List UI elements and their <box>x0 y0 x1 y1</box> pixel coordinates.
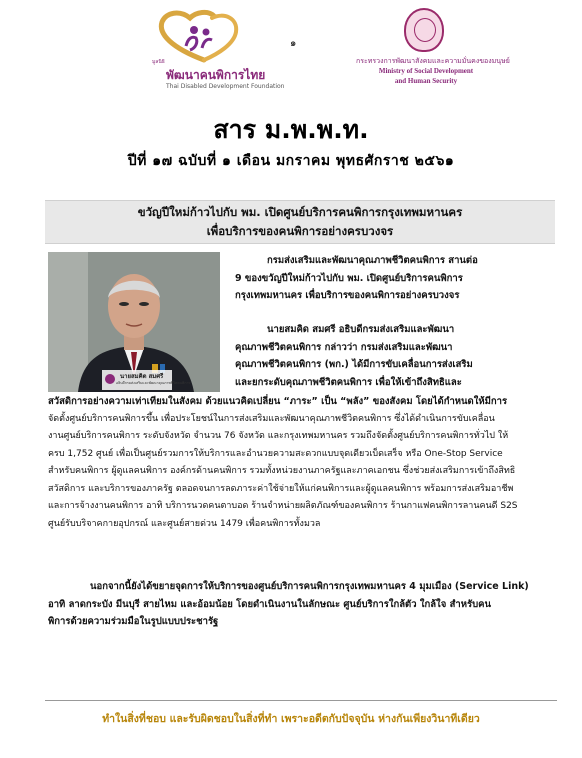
header-bullet: ๑ <box>290 38 297 49</box>
issue-line: ปีที่ ๑๗ ฉบับที่ ๑ เดือน มกราคม พุทธศักราช ๒๕๖๑ <box>127 153 455 169</box>
heart-logo-icon <box>152 8 252 66</box>
photo-caption-title: อธิบดีกรมส่งเสริมและพัฒนาคุณภาพชีวิตคนพิการ <box>116 381 191 385</box>
foundation-logo <box>148 8 285 100</box>
p2-full-line-2: จัดตั้งศูนย์บริการคนพิการขึ้น เพื่อประโยชน์ในการส่งเสริมและพัฒนาคุณภาพชีวิตคนพิการ ซึ่งได้ดำเนินการขับเคลื่อน <box>48 413 495 424</box>
footer-divider <box>45 700 557 701</box>
p2-full-line-7: และการจ้างงานคนพิการ อาทิ บริการนวดคนตาบอด ร้านจำหน่ายผลิตภัณฑ์ของคนพิการ ร้านกาแฟคนพิการลานคนดี S2S <box>48 501 518 511</box>
p2-full-line-6: สวัสดิการ และบริการของภาครัฐ ตลอดจนการลดภาระค่าใช้จ่ายให้แก่คนพิการและผู้ดูแลคนพิการ พร้อมการส่งเสริมอาชีพ <box>48 483 514 494</box>
p2-right-line-1: นายสมคิด สมศรี อธิบดีกรมส่งเสริมและพัฒนา <box>267 324 455 335</box>
paragraph-2-right <box>235 321 473 391</box>
p2-full-line-4: ครบ 1,752 ศูนย์ เพื่อเป็นศูนย์รวมการให้บริการและอำนวยความสะดวกแบบจุดเดียวเบ็ดเสร็จ หรือ One-Stop Service <box>48 448 503 459</box>
director-photo <box>48 252 220 392</box>
newsletter-title: สาร ม.พ.พ.ท. <box>213 115 369 144</box>
ministry-name-en-line1: Ministry of Social Development <box>378 67 474 75</box>
ministry-name-en <box>356 66 496 86</box>
p3-line-1: นอกจากนี้ยังได้ขยายจุดการให้บริการของศูนย์บริการคนพิการกรุงเทพมหานคร 4 มุมเมือง (Service Link) <box>90 581 529 592</box>
headline-box <box>45 200 555 244</box>
p3-line-3: พิการด้วยความร่วมมือในรูปแบบประชารัฐ <box>48 616 219 627</box>
headline-line-1: ขวัญปีใหม่ก้าวไปกับ พม. เปิดศูนย์บริการคนพิการกรุงเทพมหานคร <box>137 205 463 219</box>
ministry-seal-icon <box>404 8 444 52</box>
ministry-name-en-line2: and Human Security <box>394 77 458 85</box>
ministry-logo <box>356 6 510 101</box>
photo-caption-name: นายสมคิด สมศรี <box>120 373 164 380</box>
p2-full-line-5: สำหรับคนพิการ ผู้ดูแลคนพิการ องค์กรด้านคนพิการ รวมทั้งหน่วยงานภาครัฐและภาคเอกชน ซึ่งช่วยส่งเสริมการเข้าถึงสิทธิ <box>48 466 516 476</box>
lead-line-3: กรุงเทพมหานคร เพื่อบริการของคนพิการอย่างครบวงจร <box>235 290 460 301</box>
p2-full-line-1: สวัสดิการอย่างความเท่าเทียมในสังคม ด้วยแนวคิดเปลี่ยน “ภาระ” เป็น “พลัง” ของสังคม โดยได้กำหนดให้มีการ <box>48 396 508 407</box>
lead-paragraph <box>235 252 478 305</box>
p2-right-line-2: คุณภาพชีวิตคนพิการ กล่าวว่า กรมส่งเสริมและพัฒนา <box>235 341 453 353</box>
foundation-name-en: Thai Disabled Development Foundation <box>166 83 285 90</box>
lead-line-2: 9 ของขวัญปีใหม่ก้าวไปกับ พม. เปิดศูนย์บริการคนพิการ <box>235 272 463 284</box>
headline-line-2: เพื่อบริการของคนพิการอย่างครบวงจร <box>206 224 394 238</box>
p2-full-line-8: ศูนย์รับบริจาคกายอุปกรณ์ และศูนย์สายด่วน 1479 เพื่อคนพิการทั้งมวล <box>48 518 321 529</box>
p3-line-2: อาทิ ลาดกระบัง มีนบุรี สายไหม และอ้อมน้อย โดยดำเนินงานในลักษณะ ศูนย์บริการใกล้ตัว ใกล้ใจ สำหรับคน <box>48 598 491 610</box>
paragraph-3 <box>48 578 560 631</box>
p2-right-line-4: และยกระดับคุณภาพชีวิตคนพิการ เพื่อให้เข้าถึงสิทธิและ <box>235 376 462 388</box>
p2-full-line-3: งานศูนย์บริการคนพิการ ระดับจังหวัด จำนวน 76 จังหวัด และกรุงเทพมหานคร รวมถึงจัดตั้งศูนย์บริการคนพิการทั่วไป ให้ <box>48 431 509 441</box>
foundation-small-label: มูลนิธิ <box>152 59 165 65</box>
paragraph-2-full <box>48 393 560 533</box>
ministry-name-thai: กระทรวงการพัฒนาสังคมและความมั่นคงของมนุษย์ <box>356 57 510 65</box>
lead-line-1: กรมส่งเสริมและพัฒนาคุณภาพชีวิตคนพิการ สานต่อ <box>267 255 478 266</box>
p2-right-line-3: คุณภาพชีวิตคนพิการ (พก.) ได้มีการขับเคลื่อนการส่งเสริม <box>235 359 473 370</box>
footer-quote: ทำในสิ่งที่ชอบ และรับผิดชอบในสิ่งที่ทำ เพราะอดีตกับปัจจุบัน ห่างกันเพียงวินาทีเดียว <box>102 713 480 725</box>
foundation-name-thai: พัฒนาคนพิการไทย <box>166 68 266 82</box>
